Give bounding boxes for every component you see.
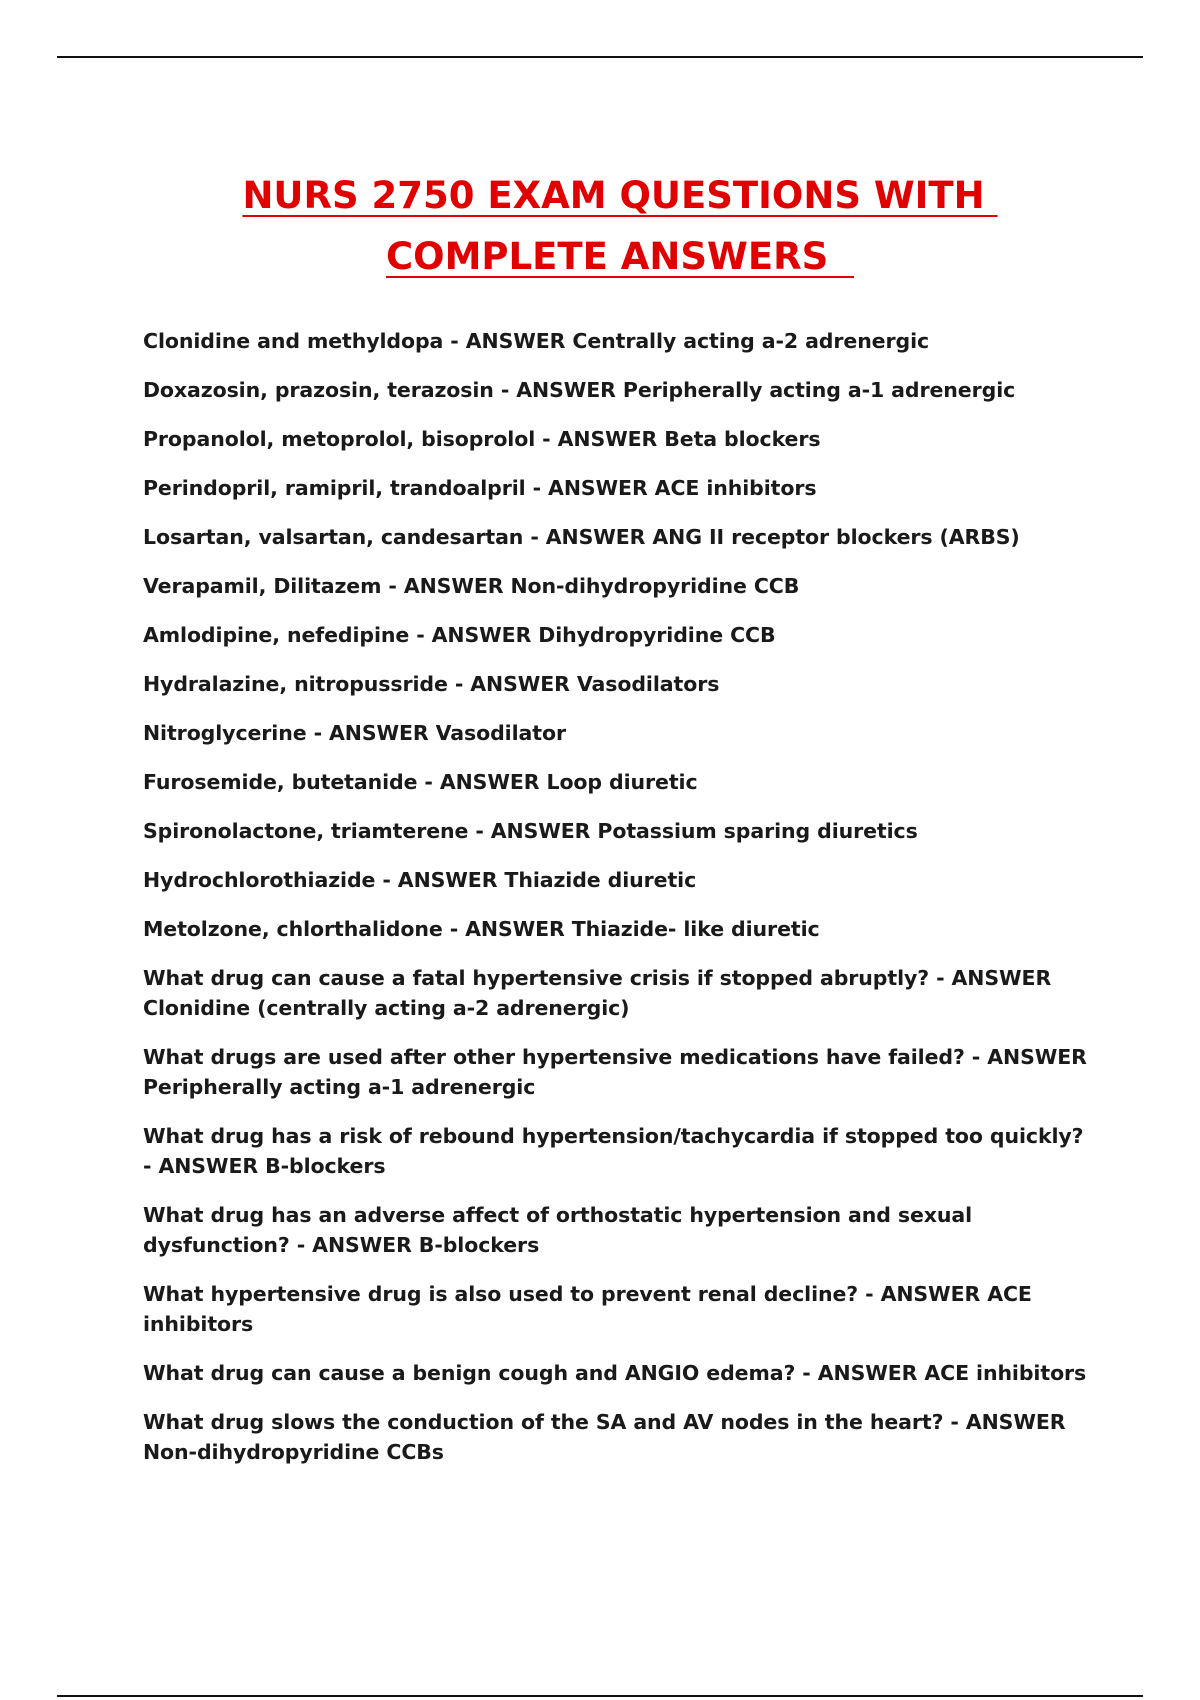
qa-item: Doxazosin, prazosin, terazosin - ANSWER Peripherally acting a-1 adrenergic — [143, 378, 1016, 402]
qa-list — [143, 326, 1093, 1486]
qa-item: Hydralazine, nitropussride - ANSWER Vasodilators — [143, 672, 720, 696]
title-line-1: NURS 2750 EXAM QUESTIONS WITH — [242, 173, 998, 217]
qa-item: Clonidine and methyldopa - ANSWER Centrally acting a-2 adrenergic — [143, 329, 930, 353]
qa-item: Spironolactone, triamterene - ANSWER Potassium sparing diuretics — [143, 819, 918, 843]
title-line-2: COMPLETE ANSWERS — [385, 234, 855, 278]
qa-item: Furosemide, butetanide - ANSWER Loop diuretic — [143, 770, 698, 794]
qa-item: What drugs are used after other hypertensive medications have failed? - ANSWER Peripherally acting a-1 adrenergic — [143, 1045, 1087, 1099]
qa-item: What drug can cause a benign cough and ANGIO edema? - ANSWER ACE inhibitors — [143, 1361, 1087, 1385]
qa-item: Propanolol, metoprolol, bisoprolol - ANSWER Beta blockers — [143, 427, 821, 451]
document-title — [0, 165, 1200, 287]
header-rule — [57, 56, 1143, 58]
qa-item: What hypertensive drug is also used to prevent renal decline? - ANSWER ACE inhibitors — [143, 1282, 1032, 1336]
qa-item: Hydrochlorothiazide - ANSWER Thiazide diuretic — [143, 868, 697, 892]
qa-item: What drug has an adverse affect of orthostatic hypertension and sexual dysfunction? - ANSWER B-blockers — [143, 1203, 973, 1257]
qa-item: What drug can cause a fatal hypertensive crisis if stopped abruptly? - ANSWER Clonidine (centrally acting a-2 adrenergic) — [143, 966, 1052, 1020]
qa-item: Perindopril, ramipril, trandoalpril - ANSWER ACE inhibitors — [143, 476, 817, 500]
footer-rule — [57, 1695, 1143, 1697]
qa-item: What drug slows the conduction of the SA and AV nodes in the heart? - ANSWER Non-dihydropyridine CCBs — [143, 1410, 1066, 1464]
qa-item: Losartan, valsartan, candesartan - ANSWER ANG II receptor blockers (ARBS) — [143, 525, 1020, 549]
qa-item: Metolzone, chlorthalidone - ANSWER Thiazide- like diuretic — [143, 917, 820, 941]
qa-item: What drug has a risk of rebound hypertension/tachycardia if stopped too quickly? - ANSWER B-blockers — [143, 1124, 1084, 1178]
qa-item: Amlodipine, nefedipine - ANSWER Dihydropyridine CCB — [143, 623, 776, 647]
qa-item: Nitroglycerine - ANSWER Vasodilator — [143, 721, 566, 745]
qa-item: Verapamil, Dilitazem - ANSWER Non-dihydropyridine CCB — [143, 574, 800, 598]
